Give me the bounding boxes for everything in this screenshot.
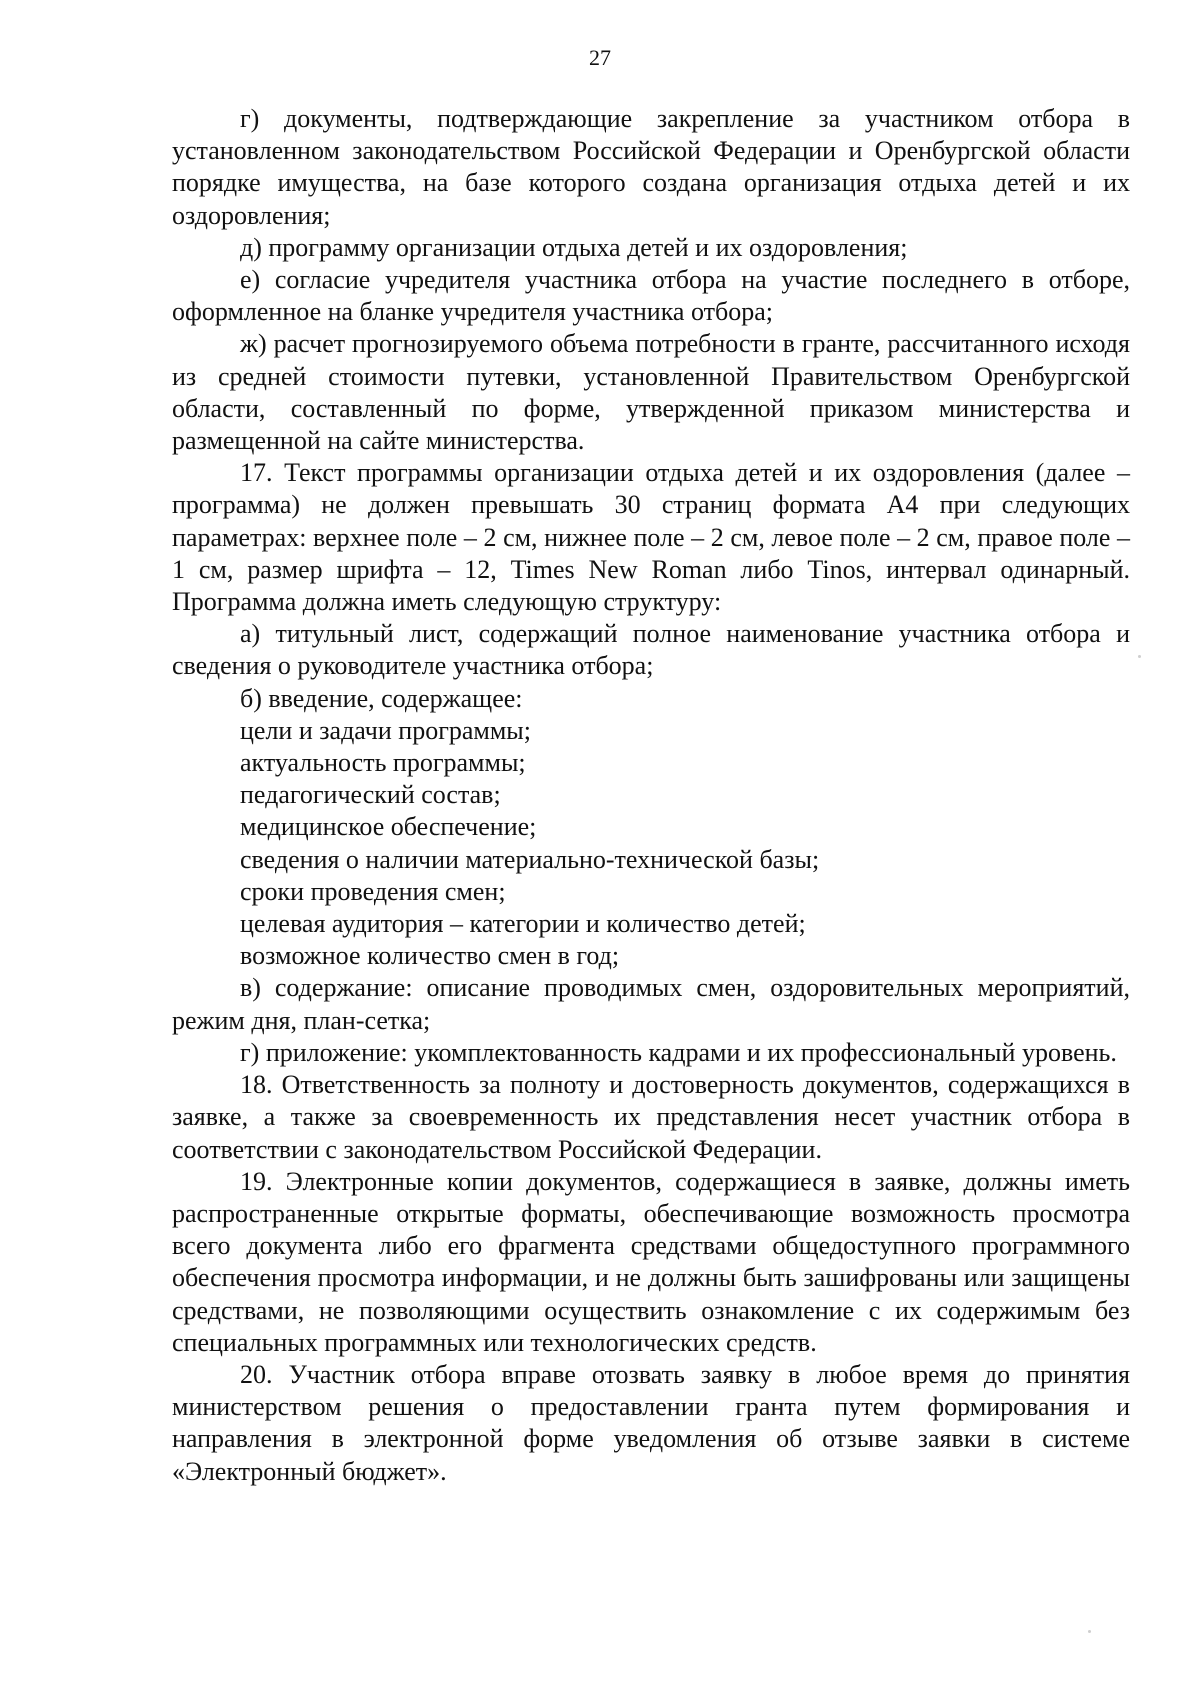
list-item: сведения о наличии материально-технической базы;	[240, 844, 820, 874]
paragraph-item-g-appendix: г) приложение: укомплектованность кадрами и их профессиональный уровень.	[240, 1037, 1117, 1067]
list-item: целевая аудитория – категории и количество детей;	[240, 909, 806, 939]
paragraph-item-v-content: в) содержание: описание проводимых смен, оздоровительных мероприятий, режим дня, план-сетка;	[172, 973, 1130, 1035]
list-item: цели и задачи программы;	[240, 715, 532, 745]
list-item: педагогический состав;	[240, 780, 501, 810]
paragraph-item-b-introduction: б) введение, содержащее:	[240, 683, 523, 713]
paragraph-item-d-program: д) программу организации отдыха детей и их оздоровления;	[240, 232, 908, 262]
paragraph-item-a-title-page: а) титульный лист, содержащий полное наименование участника отбора и сведения о руководителе участника отбора;	[172, 619, 1130, 681]
document-body	[172, 103, 1130, 1488]
paragraph-17: 17. Текст программы организации отдыха детей и их оздоровления (далее – программа) не должен превышать 30 страниц формата А4 при следующих параметрах: верхнее поле – 2 см, нижнее поле – 2 см, левое поле – 2 см, правое поле – 1 см, размер шрифта – 12, Times New Roman либо Tinos, интервал одинарный. Программа должна иметь следующую структуру:	[172, 458, 1130, 617]
list-item: возможное количество смен в год;	[240, 941, 620, 971]
paragraph-item-e-consent: е) согласие учредителя участника отбора на участие последнего в отборе, оформленное на бланке учредителя участника отбора;	[172, 265, 1130, 327]
paragraph-item-zh-calculation: ж) расчет прогнозируемого объема потребности в гранте, рассчитанного исходя из средней стоимости путевки, установленной Правительством Оренбургской области, составленный по форме, утвержденной приказом министерства и размещенной на сайте министерства.	[172, 329, 1130, 456]
list-item: актуальность программы;	[240, 748, 526, 778]
paragraph-item-g-documents: г) документы, подтверждающие закрепление за участником отбора в установленном законодательством Российской Федерации и Оренбургской области порядке имущества, на базе которого создана организация отдыха детей и их оздоровления;	[172, 104, 1130, 230]
paragraph-18: 18. Ответственность за полноту и достоверность документов, содержащихся в заявке, а также за своевременность их представления несет участник отбора в соответствии с законодательством Российской Федерации.	[172, 1070, 1130, 1164]
paragraph-19: 19. Электронные копии документов, содержащиеся в заявке, должны иметь распространенные открытые форматы, обеспечивающие возможность просмотра всего документа либо его фрагмента средствами общедоступного программного обеспечения просмотра информации, и не должны быть зашифрованы или защищены средствами, не позволяющими осуществить ознакомление с их содержимым без специальных программных или технологических средств.	[172, 1166, 1130, 1357]
list-item: сроки проведения смен;	[240, 876, 506, 906]
page-number: 27	[589, 45, 611, 70]
scan-speck	[1138, 655, 1141, 658]
paragraph-20: 20. Участник отбора вправе отозвать заявку в любое время до принятия министерством решения о предоставлении гранта путем формирования и направления в электронной форме уведомления об отзыве заявки в системе «Электронный бюджет».	[172, 1359, 1130, 1486]
list-item: медицинское обеспечение;	[240, 812, 537, 842]
scan-speck	[1088, 1630, 1091, 1633]
